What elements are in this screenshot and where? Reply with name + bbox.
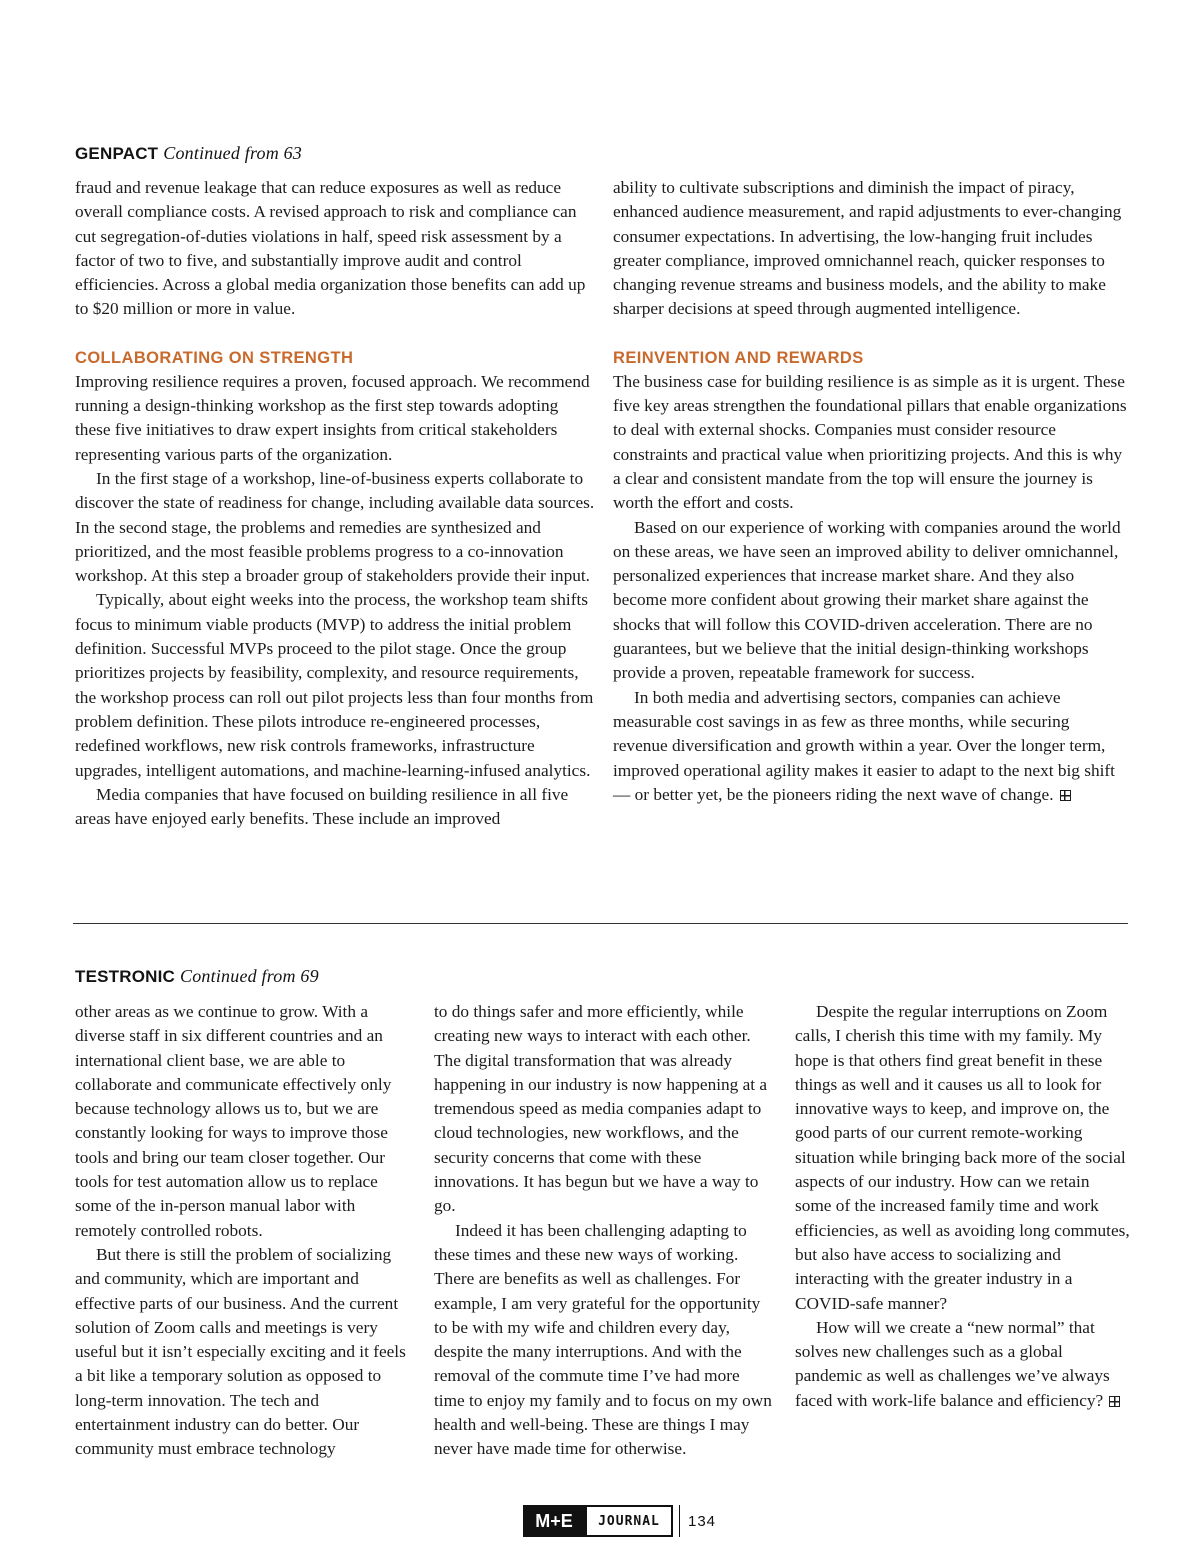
paragraph: In the first stage of a workshop, line-of-business experts collaborate to discover the state of readiness for change, including available data sources. In the second stage, the problems and remedies are synthesized and prioritized, and the most feasible problems progress to a co-innovation workshop. At this step a broader group of stakeholders provide their input.: [75, 468, 595, 586]
paragraph-with-end: [795, 1316, 1130, 1413]
paragraph: Improving resilience requires a proven, focused approach. We recommend running a design-thinking workshop as the first step towards adopting these five initiatives to draw expert insights from critical stakeholders representing various parts of the organization.: [75, 371, 590, 464]
testronic-kicker: [75, 966, 319, 987]
section-divider: [73, 923, 1128, 924]
paragraph: ability to cultivate subscriptions and diminish the impact of piracy, enhanced audience measurement, and rapid adjustments to ever-changing consumer expectations. In advertising, the low-hanging fruit includes greater compliance, improved omnichannel reach, quicker responses to changing revenue streams and business models, and the ability to make sharper decisions at speed through augmented intelligence.: [613, 178, 1122, 319]
page-number: 134: [679, 1505, 716, 1537]
paragraph: Indeed it has been challenging adapting to these times and these new ways of working. There are benefits as well as challenges. For example, I am very grateful for the opportunity to be with my wife and children every day, despite the many interruptions. And with the removal of the commute time I’ve had more time to enjoy my family and to focus on my own health and well-being. These are things I may never have made time for otherwise.: [434, 1220, 772, 1459]
paragraph: Based on our experience of working with companies around the world on these areas, we have seen an improved ability to deliver omnichannel, personalized experiences that increase market share. And they also become more confident about growing their market share against the shocks that will follow this COVID-driven acceleration. There are no guarantees, but we believe that the initial design-thinking workshops provide a proven, repeatable framework for success.: [613, 517, 1121, 683]
testronic-company-name: TESTRONIC: [75, 967, 176, 986]
paragraph-text: In both media and advertising sectors, companies can achieve measurable cost savings in as few as three months, while securing revenue diversification and growth within a year. Over the longer term, improved operational agility makes it easier to adapt to the next big shift — or better yet, be the pioneers riding the next wave of change.: [613, 687, 1115, 804]
section-heading-reinvention: REINVENTION AND REWARDS: [613, 348, 864, 367]
genpact-kicker: [75, 143, 302, 164]
testronic-column-3: [795, 1000, 1130, 1413]
paragraph-text: How will we create a “new normal” that solves new challenges such as a global pandemic as well as challenges we’ve always faced with work-life balance and efficiency?: [795, 1317, 1110, 1410]
testronic-continued-from: Continued from 69: [180, 966, 319, 986]
genpact-left-column: [75, 176, 595, 831]
journal-wordmark: JOURNAL: [585, 1505, 673, 1537]
section-heading-collaborating: COLLABORATING ON STRENGTH: [75, 348, 354, 367]
end-of-article-icon: [1109, 1396, 1120, 1407]
paragraph: other areas as we continue to grow. With a diverse staff in six different countries and an international client base, we are able to collaborate and communicate effectively only because technology allows us to, but we are constantly looking for ways to improve those tools and bring our team closer together. Our tools for test automation allow us to replace some of the in-person manual labor with remotely controlled robots.: [75, 1002, 392, 1240]
paragraph: to do things safer and more efficiently, while creating new ways to interact with each other. The digital transformation that was already happening in our industry is now happening at a tremendous speed as media companies adapt to cloud technologies, new workflows, and the security concerns that come with these innovations. It has begun but we have a way to go.: [434, 1002, 768, 1216]
paragraph: Typically, about eight weeks into the process, the workshop team shifts focus to minimum viable products (MVP) to address the initial problem definition. Successful MVPs proceed to the pilot stage. Once the group prioritizes projects by feasibility, complexity, and resource requirements, the workshop process can roll out pilot projects less than four months from problem definition. These pilots introduce re-engineered processes, redefined workflows, new risk controls frameworks, infrastructure upgrades, intelligent automations, and machine-learning-infused analytics.: [75, 590, 594, 780]
me-logo: M+E: [523, 1505, 585, 1537]
paragraph-with-end: [613, 686, 1128, 807]
paragraph: Media companies that have focused on building resilience in all five areas have enjoyed early benefits. These include an improved: [75, 784, 569, 829]
testronic-column-1: [75, 1000, 409, 1462]
page-footer: [523, 1505, 716, 1537]
paragraph: But there is still the problem of socializing and community, which are important and effective parts of our business. And the current solution of Zoom calls and meetings is very useful but it isn’t especially exciting and it feels a bit like a temporary solution as opposed to long-term innovation. The tech and entertainment industry can do better. Our community must embrace technology: [75, 1244, 406, 1459]
genpact-right-column: [613, 176, 1128, 807]
genpact-company-name: GENPACT: [75, 144, 159, 163]
paragraph: fraud and revenue leakage that can reduce exposures as well as reduce overall compliance costs. A revised approach to risk and compliance can cut segregation-of-duties violations in half, speed risk assessment by a factor of two to five, and substantially improve audit and control efficiencies. Across a global media organization those benefits can add up to $20 million or more in value.: [75, 178, 586, 319]
testronic-column-2: [434, 1000, 774, 1462]
genpact-continued-from: Continued from 63: [163, 143, 302, 163]
paragraph: The business case for building resilience is as simple as it is urgent. These five key areas strengthen the foundational pillars that enable organizations to deal with external shocks. Companies must consider resource constraints and practical value when prioritizing projects. And this is why a clear and consistent mandate from the top will ensure the journey is worth the effort and costs.: [613, 371, 1127, 513]
end-of-article-icon: [1060, 790, 1071, 801]
paragraph: Despite the regular interruptions on Zoom calls, I cherish this time with my family. My hope is that others find great benefit in these things as well and it causes us all to look for innovative ways to keep, and improve on, the good parts of our current remote-working situation while bringing back more of the social aspects of our industry. How can we retain some of the increased family time and work efficiencies, as well as avoiding long commutes, but also have access to socializing and interacting with the greater industry in a COVID-safe manner?: [795, 1002, 1130, 1313]
